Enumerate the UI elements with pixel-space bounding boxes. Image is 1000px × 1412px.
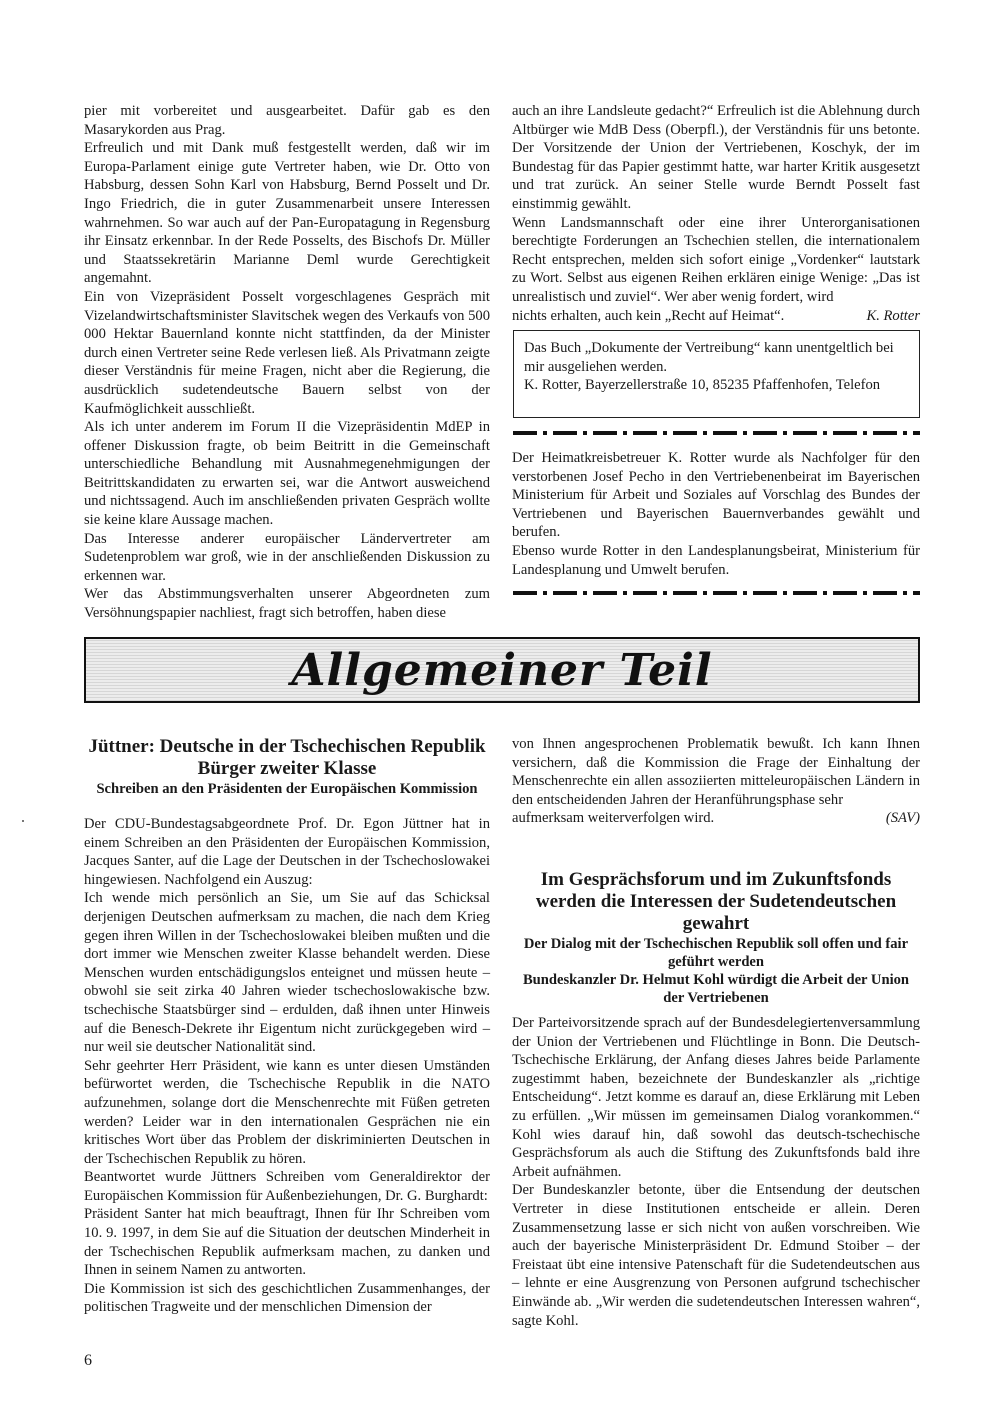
paragraph: Sehr geehrter Herr Präsident, wie kann es unter diesen Umständen befürwortet werden, die Tschechische Republik in die NATO aufzunehmen, solange dort die Menschenrechte mit Füßen getreten werden? Leider war in den internationalen Gesprächen nie ein kritisches Wort über das Problem der diskriminierten Deutschen in der Tschechischen Republik zu hören. — [84, 1057, 490, 1167]
paragraph: Ein von Vizepräsident Posselt vorgeschlagenes Gespräch mit Vizelandwirtschaftsminister Slavitschek wegen des Verkaufs von 500 000 Hektar Bauernland konnte nicht stattfinden, da der Minister durch einen Vertreter seine Rede verlesen ließ. Als Privatmann zeigte dieser Verständnis für meine Fragen, nicht aber die Regierung, die ausdrücklich sudetendeutsche Bauern selbst von der Kaufmöglichkeit ausschließt. — [84, 288, 490, 417]
paragraph: Ebenso wurde Rotter in den Landesplanungsbeirat, Ministerium für Landesplanung und Umwelt berufen. — [512, 542, 920, 578]
article-body — [512, 1014, 920, 1330]
section-banner — [84, 637, 920, 703]
author-signature: K. Rotter — [866, 307, 920, 324]
article-subheadline: Schreiben an den Präsidenten der Europäischen Kommission — [96, 781, 478, 797]
paragraph: Der CDU-Bundestagsabgeordnete Prof. Dr. Egon Jüttner hat in einem Schreiben an den Präsidenten der Europäischen Kommission, Jacques Santer, auf die Lage der Deutschen in der Tschechoslowakei hingewiesen. Nachfolgend ein Auszug: — [84, 816, 490, 888]
article-subheadline: Bundeskanzler Dr. Helmut Kohl würdigt die Arbeit der Union der Vertriebenen — [522, 972, 910, 1006]
paragraph: Erfreulich und mit Dank muß festgestellt werden, daß wir im Europa-Parlament einige gute Vertreter haben, wie Dr. Otto von Habsburg, dessen Sohn Karl von Habsburg, Bernd Posselt und Dr. Ingo Friedrich, die in guter Zusammenarbeit unsere Interessen wahrnehmen. So war auch auf der Pan-Europatagung in Regensburg ihr Einsatz erkennbar. In der Rede Posselts, des Bischofs Dr. Müller und Staatssekretärin Marianne Deml wurde Gerechtigkeit angemahnt. — [84, 140, 490, 287]
article-header — [84, 736, 490, 798]
paragraph: Beantwortet wurde Jüttners Schreiben vom Generaldirektor der Europäischen Kommission für Außenbeziehungen, Dr. G. Burghardt: — [84, 1169, 490, 1204]
top-left-column — [84, 102, 490, 623]
section-title: Allgemeiner Teil — [291, 644, 713, 696]
signature-line — [512, 307, 920, 326]
article-body — [84, 815, 490, 1317]
paragraph: Ich wende mich persönlich an Sie, um Sie auf das Schicksal derjenigen Deutschen aufmerksam zu machen, die nach dem Krieg gegen ihren Willen in der Tschechoslowakei bleiben mußten und die dort immer wie Menschen zweiter Klasse behandelt werden. Diese Menschen wurden entschädigungslos enteignet und müssen heute – obwohl sie seit zirka 40 Jahren wieder tschechoslowakische bzw. tschechische Staatsbürger sind – erdulden, daß ihnen unter Hinweis auf die Benesch-Dekrete ihr Eigentum nicht zurückgegeben wird – nur weil sie deutscher Nationalität sind. — [84, 890, 490, 1056]
page-number: 6 — [84, 1352, 92, 1369]
article-headline: Jüttner: Deutsche in der Tschechischen Republik Bürger zweiter Klasse — [88, 736, 486, 779]
dashed-divider — [513, 431, 920, 435]
paragraph: Die Kommission ist sich des geschichtlichen Zusammenhanges, der politischen Tragweite und der menschlichen Dimension der — [84, 1280, 490, 1316]
paragraph: von Ihnen angesprochenen Problematik bewußt. Ich kann Ihnen versichern, daß die Kommission die Frage der Einhaltung der Menschenrechte ein allen assoziierten mitteleuropäischen Ländern in den entscheidenden Jahren der Heranführungsphase sehr — [512, 736, 920, 808]
closing-text: nichts erhalten, auch kein „Recht auf Heimat“. — [512, 307, 785, 324]
paragraph: Als ich unter anderem im Forum II die Vizepräsidentin MdEP in offener Diskussion fragte, ob beim Beitritt in die Gemeinschaft unterschiedliche Behandlung mit Ausnahmegenehmigungen der Beitrittskandidaten zu erwarten sei, war die Antwort ausweichend und nichtssagend. Auch im anschließenden privaten Gespräch wollte sie keine klare Aussage machen. — [84, 419, 490, 529]
paragraph: auch an ihre Landsleute gedacht?“ Erfreulich ist die Ablehnung durch Altbürger wie MdB Dess (Oberpfl.), der Verständnis für uns betonte. Der Vorsitzende der Union der Vertriebenen, Koschyk, der im Bundestag für das Papier gestimmt hatte, war harter Kritik ausgesetzt und trat zurück. An seiner Stelle wurde Berndt Posselt fast einstimmig gewählt. — [512, 103, 920, 212]
source-credit: (SAV) — [885, 810, 920, 827]
paragraph: Der Heimatkreisbetreuer K. Rotter wurde als Nachfolger für den verstorbenen Josef Pecho in den Vertriebenenbeirat im Bayerischen Ministerium für Arbeit und Soziales auf Vorschlag des Bundes der Vertriebenen und Bayerischen Bauernverbandes gewählt und berufen. — [512, 450, 920, 541]
article-continuation — [512, 735, 920, 828]
paragraph: Der Bundeskanzler betonte, über die Entsendung der deutschen Vertreter in diese Institutionen entscheide er allein. Deren Zusammensetzung lasse er sich nicht von außen vorschreiben. Wie auch der bayerische Ministerpräsident Dr. Edmund Stoiber – der Freistaat übt eine intensive Patenschaft für die Sudetendeutschen aus – lehnte er eine Ausgrenzung von Personen aufgrund tschechischer Einwände ab. „Wir werden die sudetendeutschen Interessen wahren“, sagte Kohl. — [512, 1182, 920, 1329]
notice-address: K. Rotter, Bayerzellerstraße 10, 85235 Pfaffenhofen, Telefon — [524, 377, 881, 394]
scan-speck — [22, 820, 24, 822]
dashed-divider — [513, 591, 920, 595]
paragraph: Wenn Landsmannschaft oder eine ihrer Unterorganisationen berechtigte Forderungen an Tschechien stellen, die internationalem Recht entsprechen, melden sich sofort einige „Vordenker“ lautstark zu Wort. Selbst aus eigenen Reihen erklären einige Wenige: „Das ist unrealistisch und zuviel“. Wer aber wenig fordert, wird — [512, 214, 920, 305]
notice-text: Das Buch „Dokumente der Vertreibung“ kann unentgeltlich bei mir ausgeliehen werden. — [524, 340, 894, 375]
paragraph: Das Interesse anderer europäischer Ländervertreter am Sudetenproblem war groß, wie in der anschließenden Diskussion zu erkennen war. — [84, 530, 490, 584]
paragraph: pier mit vorbereitet und ausgearbeitet. Dafür gab es den Masarykorden aus Prag. — [84, 103, 490, 138]
notice-box — [513, 330, 920, 418]
mid-right-column — [512, 449, 920, 579]
paragraph: Präsident Santer hat mich beauftragt, Ihnen für Ihr Schreiben vom 10. 9. 1997, in dem Sie auf die Situation der deutschen Minderheit in der Tschechischen Republik aufmerksam machen, zu danken und Ihnen in seinem Namen zu antworten. — [84, 1206, 490, 1279]
article-subheadline: Der Dialog mit der Tschechischen Republik soll offen und fair geführt werden — [523, 936, 909, 970]
article-header — [512, 869, 920, 1007]
source-line — [512, 809, 920, 828]
paragraph: Der Parteivorsitzende sprach auf der Bundesdelegiertenversammlung der Union der Vertriebenen und Flüchtlinge in Bonn. Die Deutsch-Tschechische Erklärung, der Anfang dieses Jahres beide Parlamente zugestimmt haben, bezeichnete der Bundeskanzler als „richtige Entscheidung“. Jetzt komme es darauf an, diese Erklärung mit Leben zu erfüllen. „Wir müssen im gemeinsamen Dialog vorankommen.“ Kohl wies darauf hin, daß sowohl das deutsch-tschechische Gesprächsforum als auch die Stiftung des Zukunftsfonds bald ihre Arbeit aufnähmen. — [512, 1015, 920, 1180]
top-right-column — [512, 102, 920, 325]
closing-text: aufmerksam weiterverfolgen wird. — [512, 810, 715, 827]
article-headline: Im Gesprächsforum und im Zukunftsfonds werden die Interessen der Sudetendeutschen gewahrt — [535, 869, 897, 934]
paragraph: Wer das Abstimmungsverhalten unserer Abgeordneten zum Versöhnungspapier nachliest, fragt sich betroffen, haben diese — [84, 586, 490, 622]
